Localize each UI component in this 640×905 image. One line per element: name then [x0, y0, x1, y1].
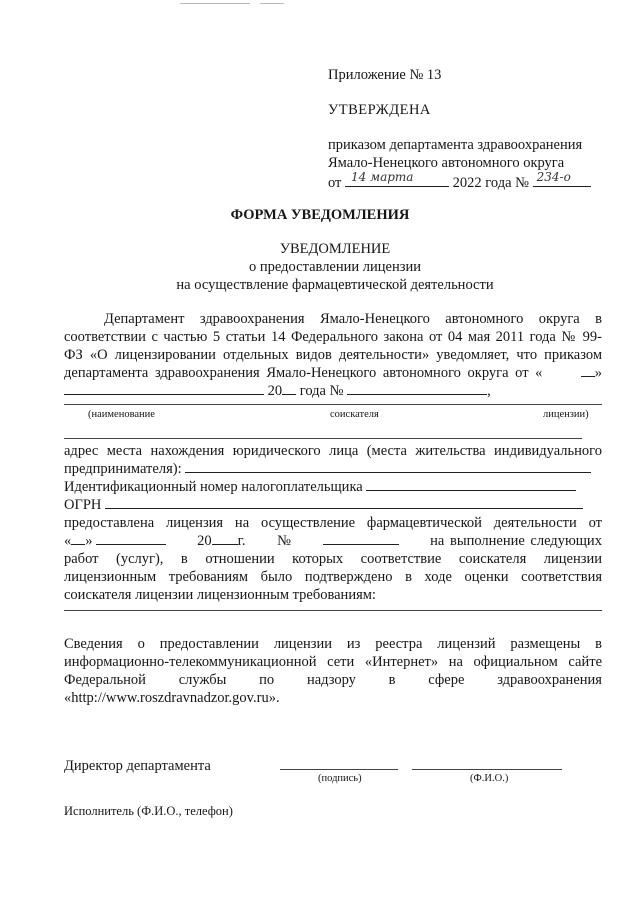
address-line-1: адрес места нахождения юридического лица (места жительства индивидуального	[64, 443, 602, 459]
granted-line-2: « » 20 г. № на выполнение следующих	[64, 533, 602, 549]
handwritten-date	[345, 172, 449, 187]
granted-year-blank	[212, 532, 238, 545]
info-line-1: Сведения о предоставлении лицензии из реестра лицензий размещены в	[64, 636, 602, 652]
scan-artifact	[260, 3, 284, 4]
paragraph-1-line-4	[64, 364, 602, 382]
scan-artifact	[180, 3, 250, 4]
paragraph-1-line-2: соответствии с частью 5 статьи 14 Федерального закона от 04 мая 2011 года № 99-	[64, 329, 602, 345]
order-line-1: приказом департамента здравоохранения	[328, 137, 583, 153]
info-line-2: информационно-телекоммуникационной сети «Интернет» на официальном сайте	[64, 654, 602, 670]
applicant-name-line-2	[64, 438, 582, 439]
day-blank	[581, 364, 595, 377]
handwritten-date-text: 14 марта	[351, 170, 414, 184]
order-date-line	[328, 172, 591, 192]
name-label: (Ф.И.О.)	[470, 773, 509, 784]
handwritten-number	[533, 172, 591, 187]
granted-line-5: соискателя лицензии лицензионным требованиям:	[64, 587, 376, 603]
order-year: 2022 года №	[452, 175, 529, 191]
paragraph-1-line-1: Департамент здравоохранения Ямало-Ненецкого автономного округа в	[104, 311, 602, 327]
address-blank	[185, 460, 591, 473]
p1-l4-day: »	[581, 364, 602, 382]
label-license: лицензии)	[543, 409, 589, 420]
ogrn-line: ОГРН	[64, 496, 583, 514]
label-name: (наименование	[88, 409, 155, 420]
p1-l4-text: департамента здравоохранения Ямало-Ненецкого автономного округа от «	[64, 365, 543, 381]
executor-label: Исполнитель (Ф.И.О., телефон)	[64, 804, 233, 818]
granted-line-4: лицензионным требованиям было подтверждено в ходе оценки соответствия	[64, 569, 602, 585]
granted-number-blank	[323, 532, 399, 545]
month-blank	[64, 382, 264, 395]
date-prefix: от	[328, 175, 342, 191]
granted-line-1: предоставлена лицензия на осуществление фармацевтической деятельности от	[64, 515, 602, 531]
inn-blank	[366, 478, 576, 491]
paragraph-1-line-5: 20 года № ,	[64, 382, 491, 400]
year-blank	[282, 382, 296, 395]
granted-day-blank	[71, 532, 85, 545]
applicant-name-line	[64, 404, 602, 405]
granted-month-blank	[96, 532, 166, 545]
notice-title: УВЕДОМЛЕНИЕ	[279, 241, 391, 257]
approved-label: УТВЕРЖДЕНА	[328, 102, 431, 118]
paragraph-1-line-3: ФЗ «О лицензировании отдельных видов деятельности» уведомляет, что приказом	[64, 347, 602, 363]
inn-line: Идентификационный номер налогоплательщика	[64, 478, 576, 496]
info-line-4: «http://www.roszdravnadzor.gov.ru».	[64, 690, 280, 706]
order-line-2: Ямало-Ненецкого автономного округа	[328, 155, 565, 171]
granted-line-3: работ (услуг), в отношении которых соответствие соискателя лицензии	[64, 551, 602, 567]
info-line-3: Федеральной службы по надзору в сфере здравоохранения	[64, 672, 602, 688]
notice-subtitle-2: на осуществление фармацевтической деятельности	[176, 277, 494, 293]
order-number-blank	[347, 382, 487, 395]
signature-line	[280, 769, 398, 770]
handwritten-number-text: 234-о	[536, 170, 571, 184]
form-title: ФОРМА УВЕДОМЛЕНИЯ	[230, 207, 410, 223]
address-line-2: предпринимателя):	[64, 460, 591, 478]
notice-subtitle-1: о предоставлении лицензии	[249, 259, 421, 275]
signature-label: (подпись)	[318, 773, 362, 784]
label-applicant: соискателя	[330, 409, 379, 420]
director-title: Директор департамента	[64, 758, 211, 774]
works-blank-line	[64, 610, 602, 611]
name-line	[412, 769, 562, 770]
appendix-number: Приложение № 13	[328, 67, 442, 83]
ogrn-blank	[105, 496, 583, 509]
